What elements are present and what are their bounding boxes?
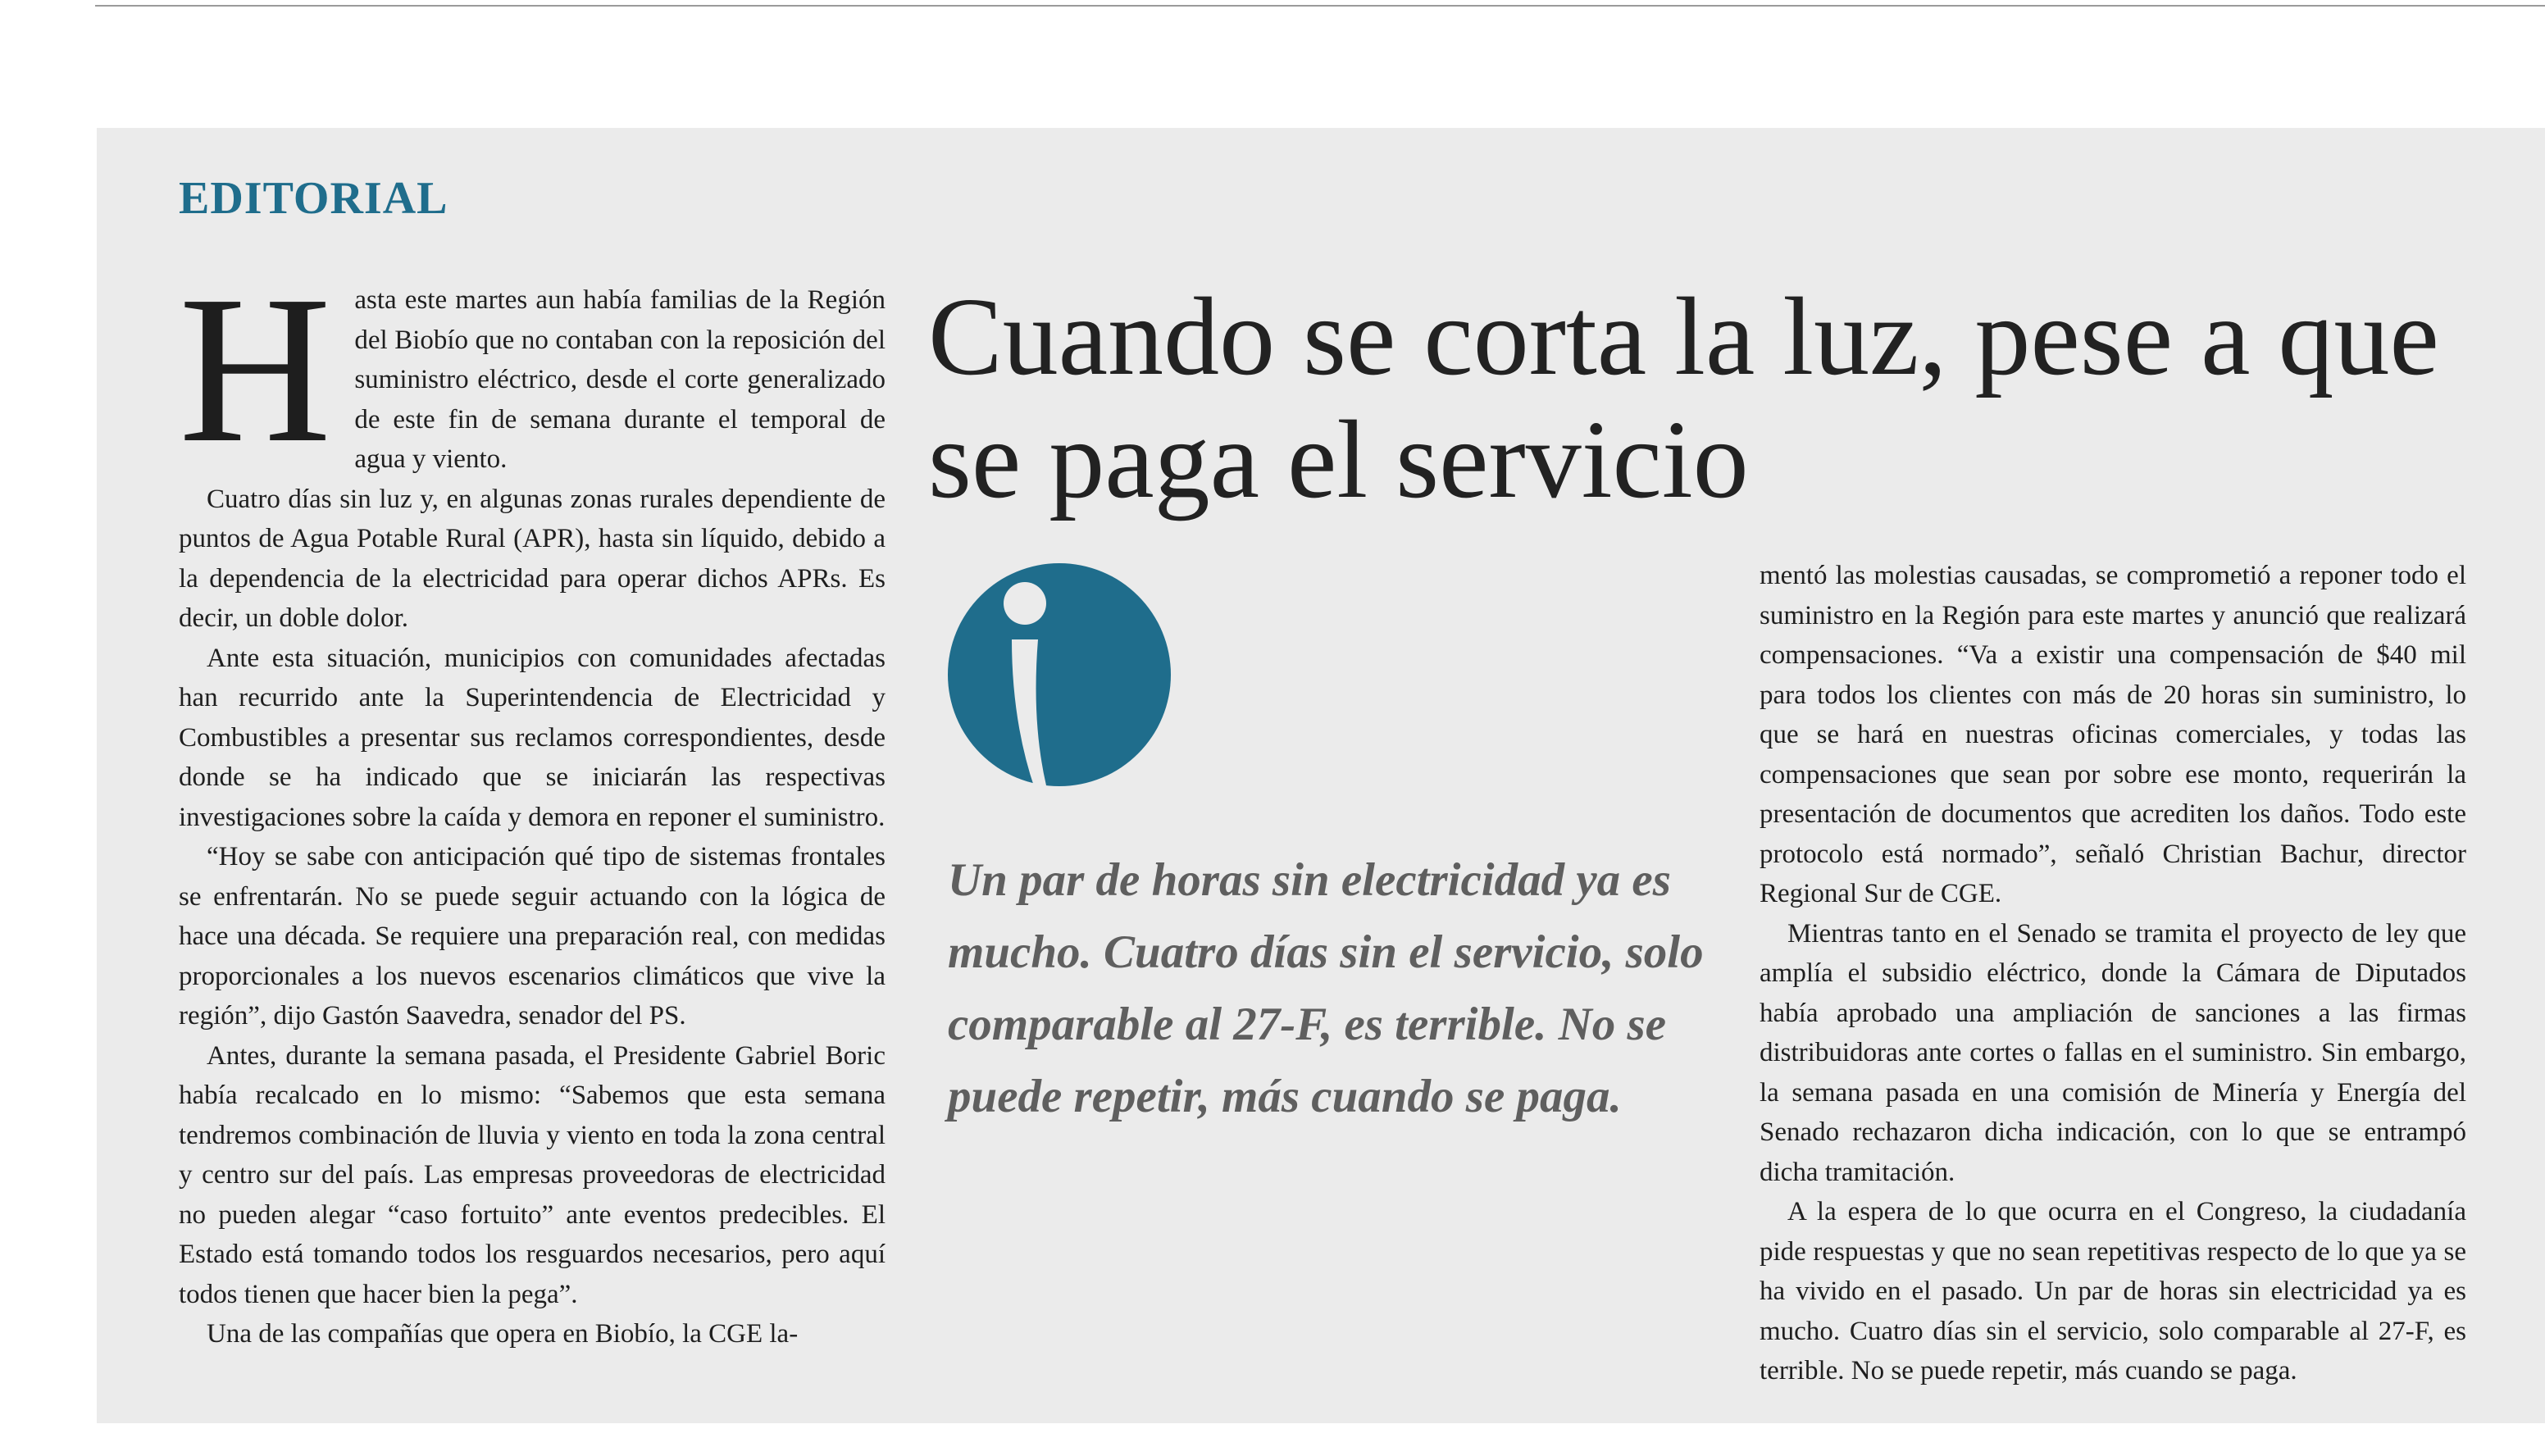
paragraph: mentó las molestias causadas, se comprometió a reponer todo el suministro en la Región para este martes y anunció que realizará compensaciones. “Va a existir una compensación de $40 mil para todos los clientes con más de 20 horas sin suministro, lo que se hará en nuestras oficinas comerciales, y todas las compensaciones que sean por sobre ese monto, requerirán la presentación de documentos que acrediten los daños. Todo este protocolo está normado”, señaló Christian Bachur, director Regional Sur de CGE. (1760, 561, 2466, 908)
paragraph: A la espera de lo que ocurra en el Congreso, la ciudadanía pide respuestas y que no sean repetitivas respecto de lo que ya se ha vivido en el pasado. Un par de horas sin electricidad ya es mucho. Cuatro días sin el servicio, solo comparable al 27-F, es terrible. No se puede repetir, más cuando se paga. (1760, 1197, 2466, 1385)
left-column (179, 252, 886, 1354)
paragraph: Antes, durante la semana pasada, el Presidente Gabriel Boric había recalcado en lo mismo: “Sabemos que esta semana tendremos combinación de lluvia y viento en toda la zona central y centro sur del país. Las empresas proveedoras de electricidad no pueden alegar “caso fortuito” ante eventos predecibles. El Estado está tomando todos los resguardos necesarios, pero aquí todos tienen que hacer bien la pega”. (179, 1040, 886, 1309)
pull-quote: Un par de horas sin electricidad ya es mucho. Cuatro días sin el servicio, solo comparable al 27-F, es terrible. No se puede repetir, más cuando se paga. (948, 854, 1704, 1122)
info-icon-circle (948, 563, 1171, 786)
paragraph: Ante esta situación, municipios con comunidades afectadas han recurrido ante la Superintendencia de Electricidad y Combustibles a presentar sus reclamos correspondientes, desde donde se ha indicado que se iniciarán las respectivas investigaciones sobre la caída y demora en reponer el suministro. (179, 643, 886, 832)
paragraph: “Hoy se sabe con anticipación qué tipo de sistemas frontales se enfrentarán. No se puede seguir actuando con la lógica de hace una década. Se requiere una preparación real, con medidas proporcionales a los nuevos escenarios climáticos que vive la región”, dijo Gastón Saavedra, senador del PS. (179, 842, 886, 1031)
drop-cap: H (179, 252, 332, 486)
info-icon (946, 557, 1172, 792)
paragraph: Cuatro días sin luz y, en algunas zonas rurales dependiente de puntos de Agua Potable Rural (APR), hasta sin líquido, debido a la dependencia de la electricidad para operar dichos APRs. Es decir, un doble dolor. (179, 484, 886, 633)
paragraph: Una de las compañías que opera en Biobío, la CGE la- (207, 1319, 799, 1349)
paragraph (179, 252, 886, 486)
headline: Cuando se corta la luz, pese a que se paga el servicio (928, 275, 2439, 521)
section-label: EDITORIAL (179, 173, 448, 224)
top-rule (95, 5, 2545, 7)
paragraph-text: asta este martes aun había familias de la Región del Biobío que no contaban con la reposición del suministro eléctrico, desde el corte generalizado de este fin de semana durante el temporal de agua y viento. (354, 285, 886, 474)
right-column (1760, 556, 2466, 1391)
info-icon-dot (1004, 582, 1046, 625)
paragraph: Mientras tanto en el Senado se tramita el proyecto de ley que amplía el subsidio eléctrico, donde la Cámara de Diputados había aprobado una ampliación de sanciones a las firmas distribuidoras ante cortes o fallas en el suministro. Sin embargo, la semana pasada en una comisión de Minería y Energía del Senado rechazaron dicha indicación, con lo que se entrampó dicha tramitación. (1760, 918, 2466, 1187)
